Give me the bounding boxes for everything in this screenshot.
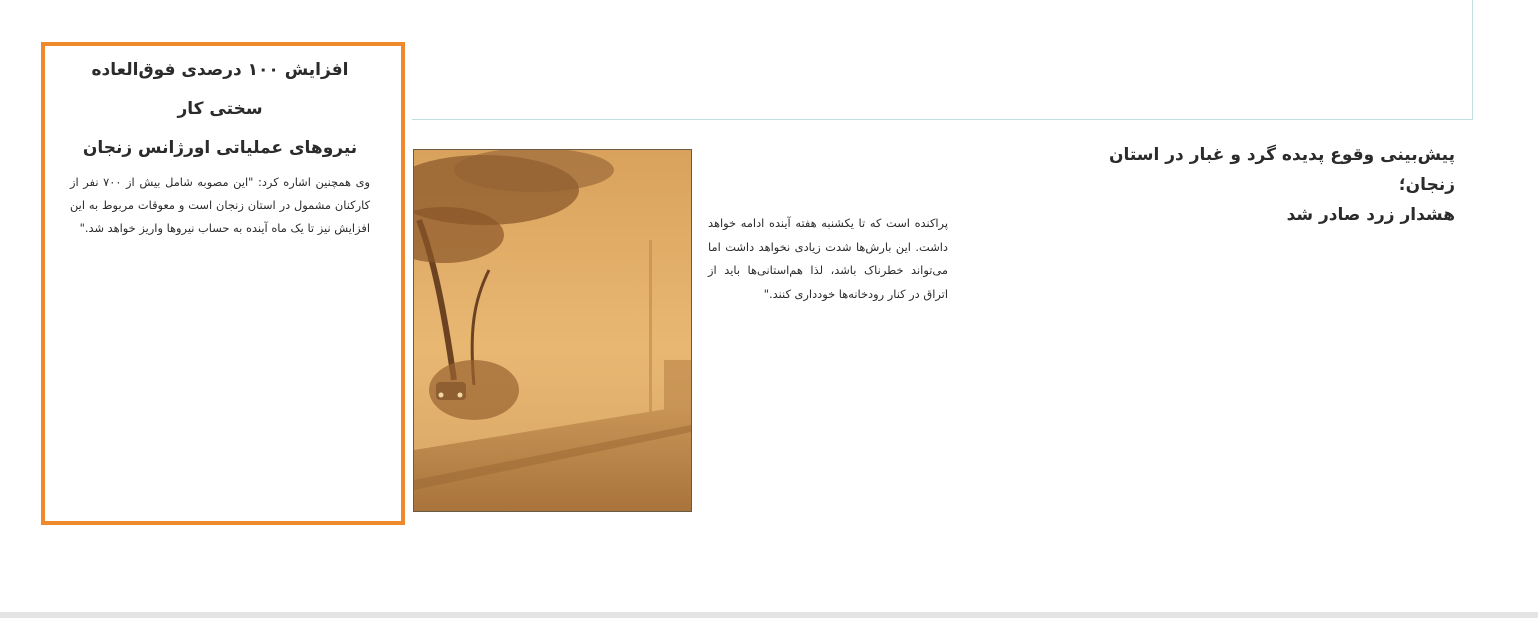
top-article-frame <box>412 0 1473 120</box>
dusty-road-photo <box>413 149 692 512</box>
page-bottom-bar <box>0 612 1538 618</box>
dust-article-col3 <box>708 212 948 306</box>
article-title-line1: افزایش ۱۰۰ درصدی فوق‌العاده سختی کار <box>91 60 349 119</box>
article-title-line2: نیروهای عملیاتی اورژانس زنجان <box>82 138 358 158</box>
article-paragraph: پراکنده است که تا یکشنبه هفته آینده ادامه خواهد داشت. این بارش‌ها شدت زیادی نخواهد داشت اما می‌تواند خطرناک باشد، لذا هم‌استانی‌ها باید از اتراق در کنار رودخانه‌ها خودداری کنند." <box>708 216 948 301</box>
headline-line1: پیش‌بینی وقوع پدیده گرد و غبار در استان زنجان؛ <box>1108 145 1455 195</box>
dust-article-headline <box>1100 140 1455 230</box>
headline-line2: هشدار زرد صادر شد <box>1286 205 1455 225</box>
dusty-road-photo-svg <box>414 150 691 511</box>
article-paragraph: وی همچنین اشاره کرد: "این مصوبه شامل بیش از ۷۰۰ نفر از کارکنان مشمول در استان زنجان است و معوقات مربوط به این افزایش نیز تا یک ماه آینده به حساب نیروها واریز خواهد شد." <box>70 175 370 235</box>
highlighted-article <box>70 51 370 240</box>
